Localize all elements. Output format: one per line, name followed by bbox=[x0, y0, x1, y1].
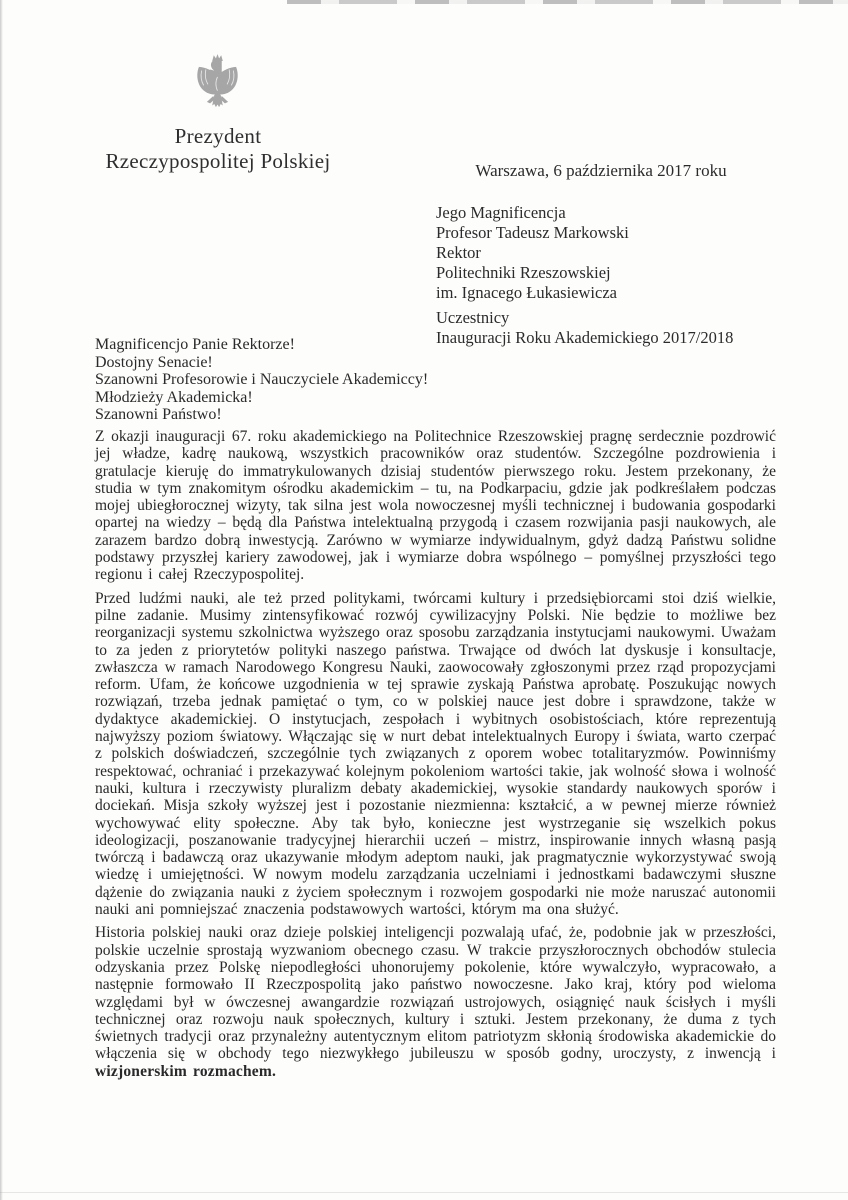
addressee-line: Jego Magnificencja bbox=[436, 203, 566, 222]
paragraph-text: Historia polskiej nauki oraz dzieje polskiej inteligencji pozwalają ufać, że, podobnie jak w przeszłości, polskie uczelnie sprostają wyzwaniom obecnego czasu. W trakcie przyszłorocznych obchodów stulecia odzyskania przez Polskę niepodległości uhonorujemy pokolenie, które wywalczyło, wypracowało, a następnie formowało II Rzeczpospolitą jako państwo nowoczesne. Jako kraj, który pod wieloma względami był w ówczesnej awangardzie rozwiązań ustrojowych, osiągnięć nauk ścisłych i myśli technicznej oraz rozwoju nauk społecznych, kultury i sztuki. Jestem przekonany, że duma z tych świetnych tradycji oraz przynależny autentycznym elitom patriotyzm skłonią środowiska akademickie do włączenia się w obchody tego niezwykłego jubileuszu w sposób godny, uroczysty, z inwencją i bbox=[95, 924, 776, 1063]
addressee-line: Uczestnicy bbox=[436, 308, 510, 327]
sender-title-line-2: Rzeczypospolitej Polskiej bbox=[105, 149, 331, 173]
addressee-line: Profesor Tadeusz Markowski bbox=[436, 223, 629, 242]
salutation-block bbox=[95, 336, 428, 424]
dateline: Warszawa, 6 października 2017 roku bbox=[475, 161, 727, 180]
sender-title-line-1: Prezydent bbox=[174, 124, 262, 148]
salutation-line: Dostojny Senacie! bbox=[95, 353, 213, 371]
addressee-line: Inauguracji Roku Akademickiego 2017/2018 bbox=[436, 328, 734, 347]
body-paragraph-2 bbox=[95, 590, 776, 919]
paragraph-text: Z okazji inauguracji 67. roku akademickiego na Politechnice Rzeszowskiej pragnę serdecznie pozdrowić jej władze, kadrę naukową, wszystkich pracowników oraz studentów. Szczególne pozdrowienia i gratulacje kieruję do immatrykulowanych dzisiaj studentów pierwszego roku. Jestem przekonany, że studia w tym znakomitym ośrodku akademickim – tu, na Podkarpaciu, gdzie jak podkreślałem podczas mojej ubiegłorocznej wizyty, tak silna jest wola nowoczesnej myśli technicznej i budowania gospodarki opartej na wiedzy – będą dla Państwa intelektualną przygodą i czasem rozwijania pasji naukowych, ale zarazem bardzo dobrą inwestycją. Zarówno w wymiarze indywidualnym, gdyż dadzą Państwu solidne podstawy przyszłej kariery zawodowej, jak i wymiarze dobra wspólnego – pomyślnej przyszłości tego regionu i całej Rzeczypospolitej. bbox=[95, 428, 776, 584]
salutation-line: Magnificencjo Panie Rektorze! bbox=[95, 336, 295, 353]
body-paragraph-3 bbox=[95, 924, 776, 1080]
scan-artifact-left-edge bbox=[0, 0, 3, 1200]
addressee-line: Politechniki Rzeszowskiej bbox=[436, 263, 611, 282]
addressee-recipient-group bbox=[436, 203, 733, 303]
body-paragraph-1 bbox=[95, 428, 776, 584]
paragraph-text: Przed ludźmi nauki, ale też przed politykami, twórcami kultury i przedsiębiorcami stoi dziś wielkie, pilne zadanie. Musimy zintensyfikować rozwój cywilizacyjny Polski. Nie będzie to możliwe bez reorganizacji systemu szkolnictwa wyższego oraz sposobu zarządzania instytucjami naukowymi. Uważam to za jeden z priorytetów polityki naszego państwa. Trwające od dwóch lat dyskusje i konsultacje, zwłaszcza w ramach Narodowego Kongresu Nauki, zaowocowały zgłoszonymi przez rząd propozycjami reform. Ufam, że końcowe uzgodnienia w tej sprawie zyskają Państwa aprobatę. Poszukując nowych rozwiązań, trzeba jednak pamiętać o tym, co w polskiej nauce jest dobre i sprawdzone, także w dydaktyce akademickiej. O instytucjach, zespołach i wybitnych osobistościach, które reprezentują najwyższy poziom światowy. Włączając się w nurt debat intelektualnych Europy i świata, warto czerpać z polskich doświadczeń, szczególnie tych związanych z oporem wobec totalitaryzmów. Powinniśmy respektować, ochraniać i przekazywać kolejnym pokoleniom wartości takie, jak wolność słowa i wolność nauki, kultura i rzeczywisty pluralizm debaty akademickiej, wysokie standardy naukowych sporów i dociekań. Misja szkoły wyższej jest i pozostanie niezmienna: kształcić, a w pewnej mierze również wychowywać elity społeczne. Aby tak było, konieczne jest wystrzeganie się wszelkich pokus ideologizacji, poszanowanie tradycyjnej hierarchii uczeń – mistrz, inspirowanie innych własną pasją twórczą i badawczą oraz ukazywanie młodym adeptom nauki, jak pragmatycznie wykorzystywać swoją wiedzę i umiejętności. W nowym modelu zarządzania uczelniami i jednostkami badawczymi słuszne dążenie do związania nauki z życiem społecznym i rozwojem gospodarki nie może naruszać autonomii nauki ani pomniejszać znaczenia podstawowych wartości, którym ma ona służyć. bbox=[95, 589, 776, 919]
scan-artifact-top-edge bbox=[287, 0, 848, 4]
letter-body bbox=[95, 428, 776, 1080]
salutation-line: Szanowni Profesorowie i Nauczyciele Akademiccy! bbox=[95, 371, 429, 389]
paragraph-tail: wizjonerskim rozmachem. bbox=[95, 1062, 277, 1080]
salutation-line: Szanowni Państwo! bbox=[95, 406, 222, 424]
addressee-line: im. Ignacego Łukasiewicza bbox=[436, 283, 617, 302]
polish-eagle-emblem-icon bbox=[191, 52, 244, 122]
scan-artifact-bottom-edge bbox=[0, 1192, 848, 1193]
addressee-line: Rektor bbox=[436, 243, 481, 262]
sender-title bbox=[84, 124, 352, 174]
salutation-line: Młodzieży Akademicka! bbox=[95, 388, 253, 406]
addressee-block bbox=[436, 203, 733, 348]
addressee-participants-group bbox=[436, 308, 733, 348]
